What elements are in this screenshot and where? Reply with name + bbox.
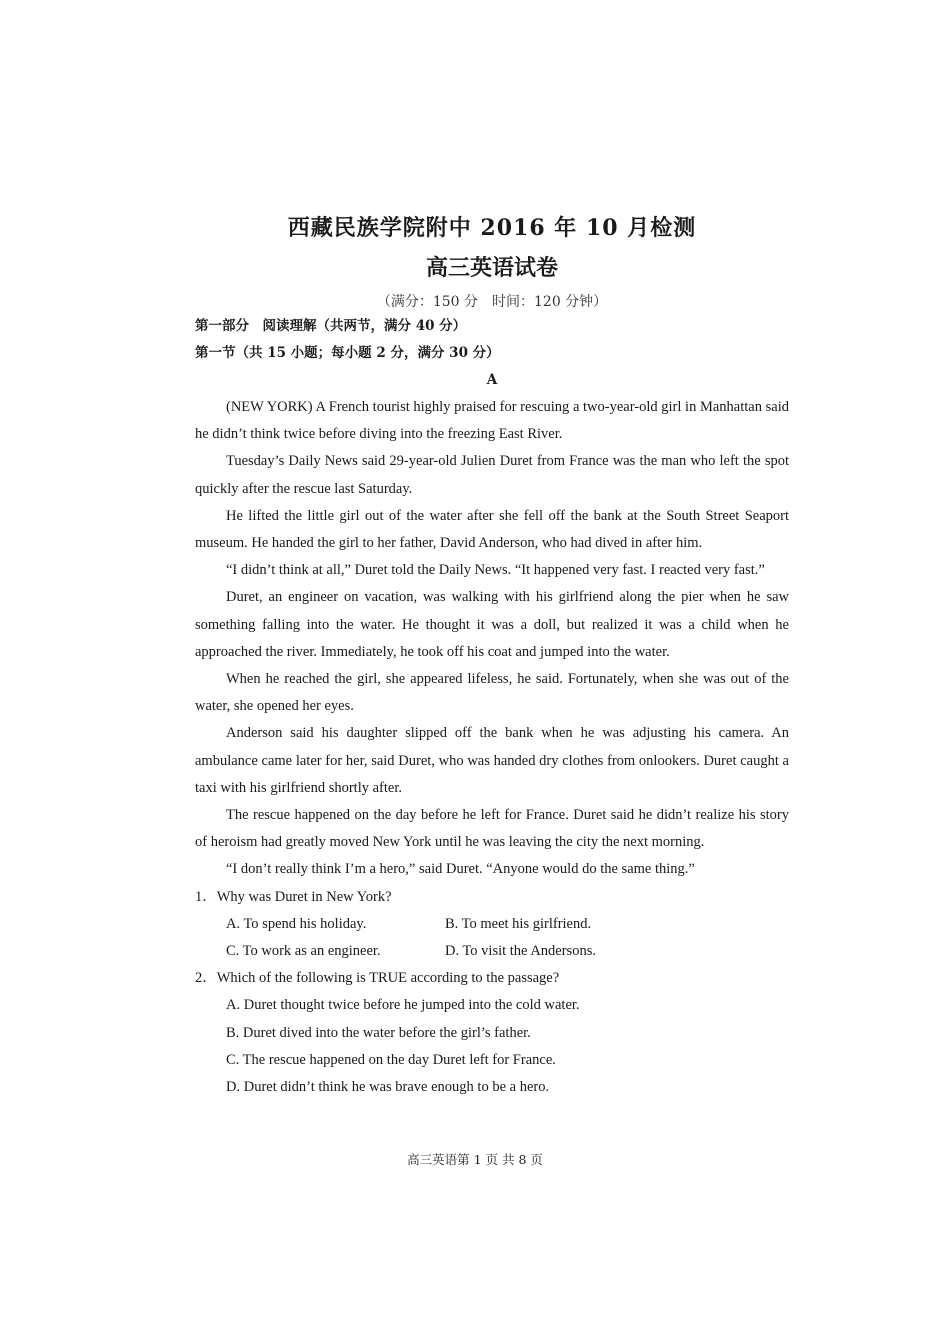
exam-subtitle: 高三英语试卷 — [425, 255, 558, 281]
option-row — [195, 911, 789, 938]
passage-paragraph: When he reached the girl, she appeared lifeless, he said. Fortunately, when she was out of the water, she opened her eyes. — [195, 671, 789, 715]
exam-page — [195, 213, 789, 1101]
question-1 — [195, 884, 789, 966]
passage-paragraph: He lifted the little girl out of the water after she fell off the bank at the South Street Seaport museum. He handed the girl to her father, David Anderson, who had dived in after him. — [195, 507, 789, 552]
passage-label: A — [486, 372, 498, 388]
option-b: B. Duret dived into the water before the girl’s father. — [226, 1024, 531, 1041]
passage-paragraph: Tuesday’s Daily News said 29-year-old Julien Duret from France was the man who left the spot quickly after the rescue last Saturday. — [195, 453, 789, 497]
part-heading: 第一部分 阅读理解（共两节，满分 40 分） — [195, 318, 467, 334]
passage-paragraph: Anderson said his daughter slipped off the bank when he was adjusting his camera. An ambulance came later for her, said Duret, who was handed dry clothes from onlookers. Duret caught a taxi with his girlfriend shortly after. — [195, 725, 789, 796]
passage-paragraph: “I don’t really think I’m a hero,” said Duret. “Anyone would do the same thing.” — [226, 861, 695, 878]
option-c: C. The rescue happened on the day Duret left for France. — [226, 1051, 556, 1068]
question-stem: 1．Why was Duret in New York? — [195, 888, 392, 905]
passage-paragraph: The rescue happened on the day before he left for France. Duret said he didn’t realize his story of heroism had greatly moved New York until he was leaving the city the next morning. — [195, 807, 789, 851]
passage-paragraph: “I didn’t think at all,” Duret told the Daily News. “It happened very fast. I reacted very fast.” — [226, 562, 765, 579]
option-d: D. To visit the Andersons. — [445, 943, 596, 960]
option-row — [195, 938, 789, 965]
option-b: B. To meet his girlfriend. — [445, 915, 592, 932]
question-stem: 2．Which of the following is TRUE according to the passage? — [195, 970, 560, 987]
option-a: A. Duret thought twice before he jumped into the cold water. — [226, 997, 580, 1014]
passage-paragraph: Duret, an engineer on vacation, was walking with his girlfriend along the pier when he saw something falling into the water. He thought it was a doll, but realized it was a child when he approached the river. Immediately, he took off his coat and jumped into the water. — [195, 589, 789, 660]
page-footer: 高三英语第 1 页 共 8 页 — [407, 1152, 543, 1167]
section-heading: 第一节（共 15 小题；每小题 2 分，满分 30 分） — [195, 345, 500, 361]
exam-title: 西藏民族学院附中 2016 年 10 月检测 — [287, 215, 697, 241]
passage-paragraph: (NEW YORK) A French tourist highly praised for rescuing a two-year-old girl in Manhattan said he didn’t think twice before diving into the freezing East River. — [195, 399, 789, 443]
question-2 — [195, 965, 789, 1101]
exam-info: （满分：150 分 时间：120 分钟） — [376, 294, 608, 310]
option-a: A. To spend his holiday. — [226, 915, 367, 932]
option-c: C. To work as an engineer. — [226, 943, 381, 960]
option-d: D. Duret didn’t think he was brave enough to be a hero. — [226, 1079, 550, 1096]
